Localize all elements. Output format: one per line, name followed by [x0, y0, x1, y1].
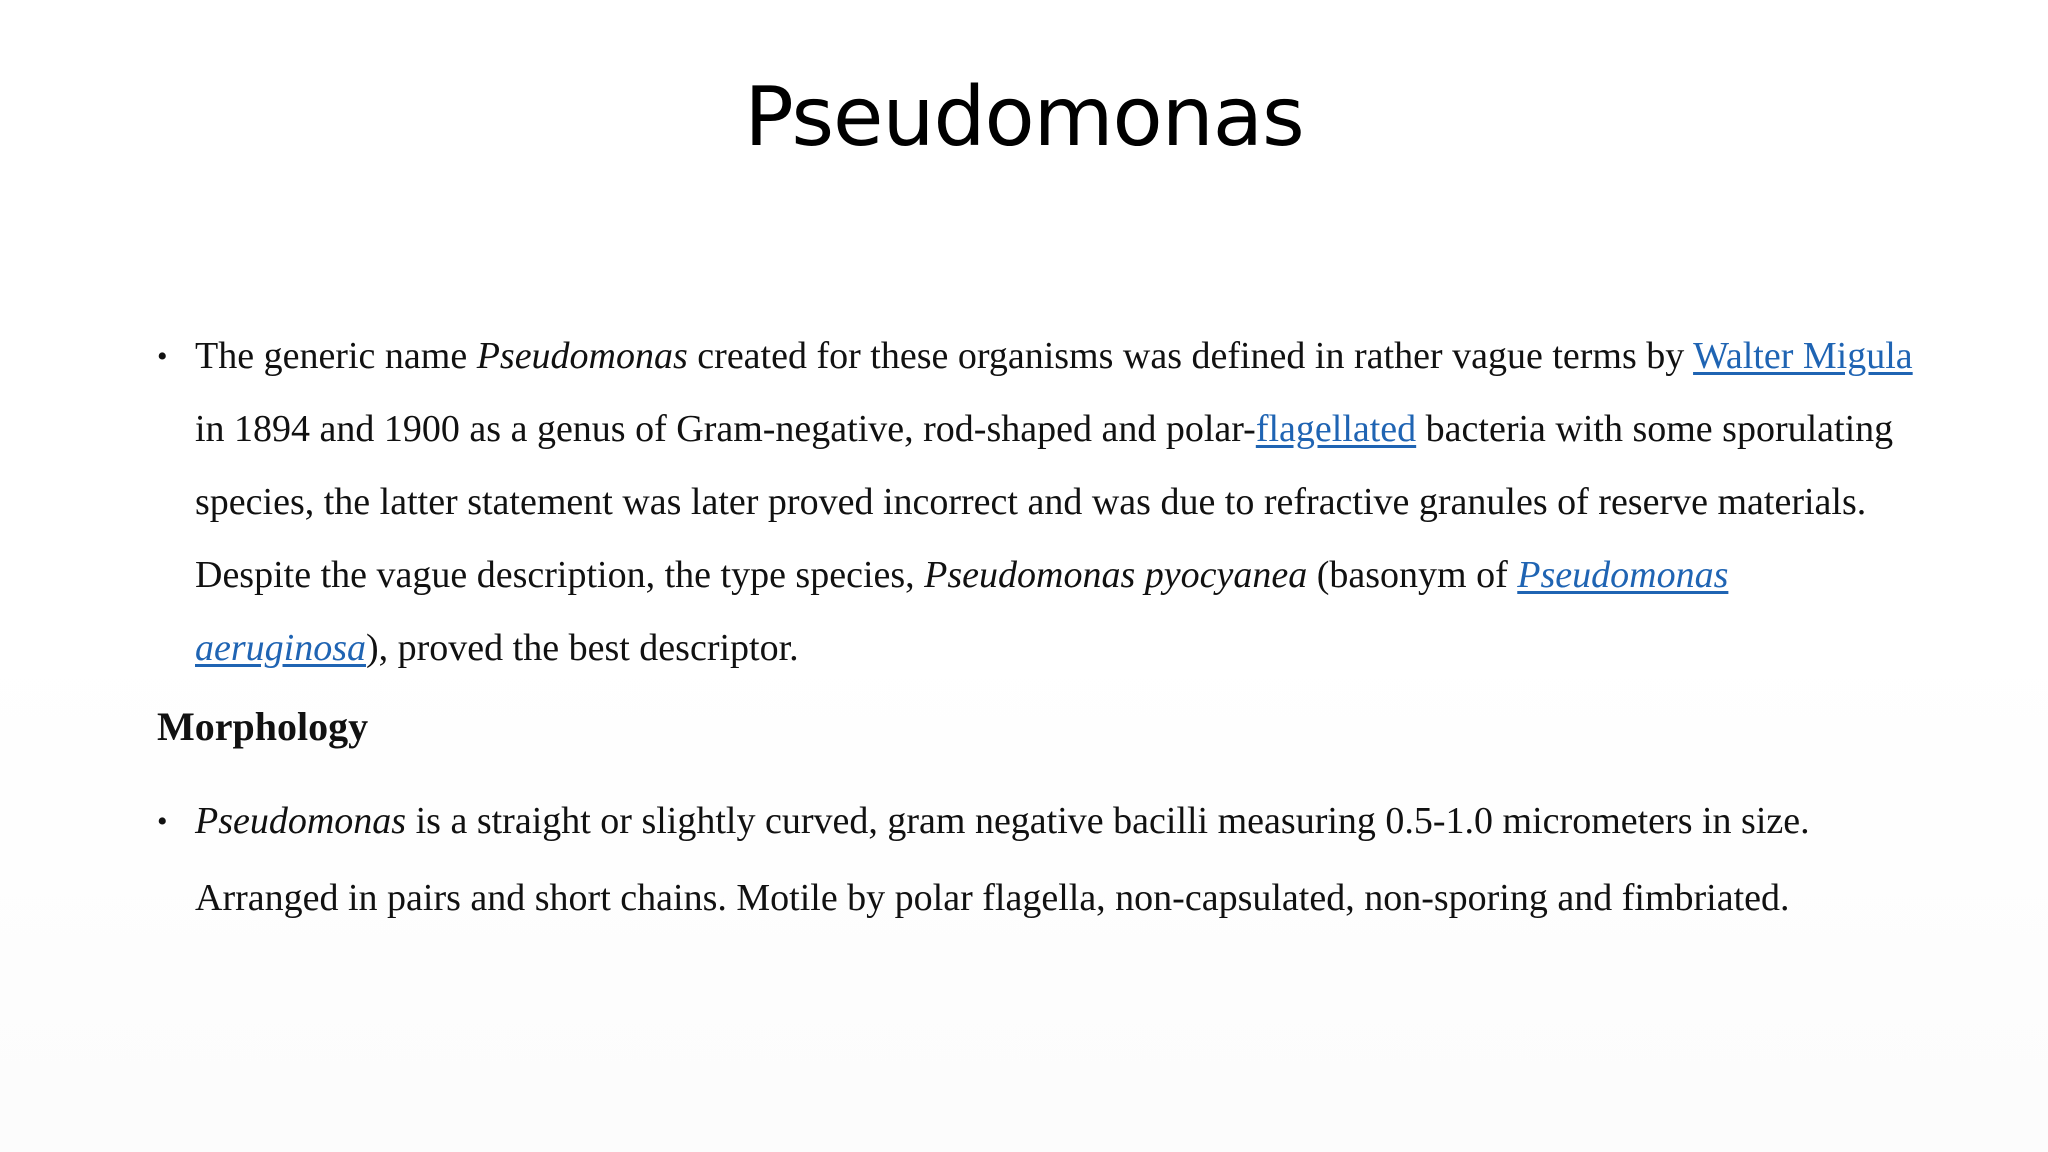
- link-pseudomonas-aeruginosa[interactable]: Pseudomonas aeruginosa: [195, 554, 1729, 669]
- text-run: bacteria with some sporulating species, the latter statement was later proved incorrect and was due to refractive granules of reserve materials. Despite the vague description, the type species,: [195, 408, 1894, 596]
- italic-species-name: Pseudomonas pyocyanea: [924, 554, 1308, 596]
- italic-genus-name: Pseudomonas: [476, 335, 688, 377]
- slide-content: [157, 320, 1917, 937]
- text-run: is a straight or slightly curved, gram negative bacilli measuring 0.5-1.0 micrometers in size. Arranged in pairs and short chains. Motile by polar flagella, non-capsulated, non-sporing and fimbriated.: [195, 800, 1810, 919]
- link-walter-migula[interactable]: Walter Migula: [1693, 335, 1913, 377]
- text-run: The generic name: [195, 335, 477, 377]
- section-heading-morphology: Morphology: [157, 704, 369, 749]
- text-run: created for these organisms was defined in rather vague terms by: [687, 335, 1694, 377]
- link-flagellated[interactable]: flagellated: [1255, 408, 1417, 450]
- slide-title: Pseudomonas: [744, 70, 1304, 165]
- bullet-paragraph-history: [157, 320, 1917, 685]
- italic-genus-name: Pseudomonas: [195, 800, 407, 842]
- text-run: ), proved the best descriptor.: [366, 627, 799, 669]
- text-run: in 1894 and 1900 as a genus of Gram-negative, rod-shaped and polar-: [195, 408, 1256, 450]
- bullet-paragraph-morphology: [157, 783, 1917, 937]
- bullet-dot: •: [157, 340, 168, 373]
- bullet-dot: •: [157, 805, 168, 838]
- text-run: (basonym of: [1307, 554, 1518, 596]
